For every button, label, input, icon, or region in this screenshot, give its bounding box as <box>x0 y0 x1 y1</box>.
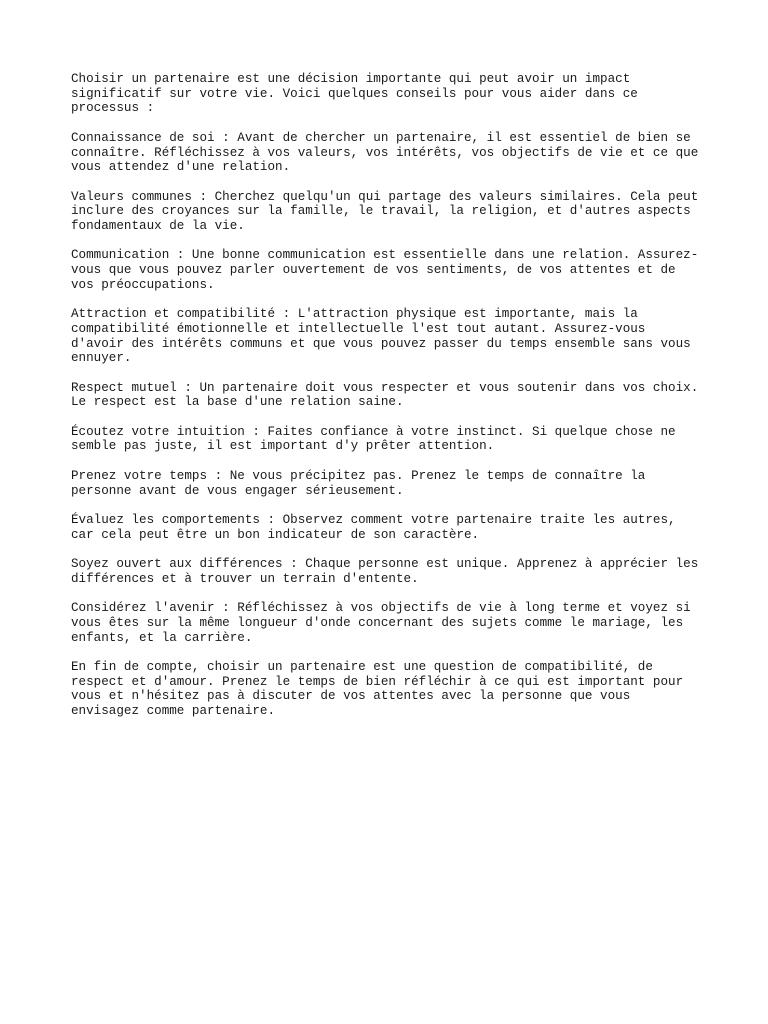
intro-paragraph: Choisir un partenaire est une décision importante qui peut avoir un impact significatif sur votre vie. Voici quelques conseils pour vous aider dans ce processus : <box>71 72 638 116</box>
conclusion-paragraph: En fin de compte, choisir un partenaire est une question de compatibilité, de respect et d'amour. Prenez le temps de bien réfléchir à ce qui est important pour vous et n'hésitez pas à discuter de vos attentes avec la personne que vous envisagez comme partenaire. <box>71 659 684 719</box>
tip-shared-values: Valeurs communes : Cherchez quelqu'un qui partage des valeurs similaires. Cela peut inclure des croyances sur la famille, le travail, la religion, et d'autres aspects fondamentaux de la vie. <box>71 189 699 233</box>
tip-differences: Soyez ouvert aux différences : Chaque personne est unique. Apprenez à apprécier les différences et à trouver un terrain d'entente. <box>71 557 699 586</box>
document-body <box>71 72 701 733</box>
tip-take-your-time: Prenez votre temps : Ne vous précipitez pas. Prenez le temps de connaître la personne avant de vous engager sérieusement. <box>71 468 646 498</box>
tip-attraction-compatibility: Attraction et compatibilité : L'attraction physique est importante, mais la compatibilité émotionnelle et intellectuelle l'est tout autant. Assurez-vous d'avoir des intérêts communs et que vous pouvez passer du temps ensemble sans vous ennuyer. <box>71 307 691 366</box>
tip-self-knowledge: Connaissance de soi : Avant de chercher un partenaire, il est essentiel de bien se connaître. Réfléchissez à vos valeurs, vos intérêts, vos objectifs de vie et ce que vous attendez d'une relation. <box>71 130 699 175</box>
tip-intuition: Écoutez votre intuition : Faites confiance à votre instinct. Si quelque chose ne semble pas juste, il est important d'y prêter attention. <box>71 424 676 454</box>
tip-future: Considérez l'avenir : Réfléchissez à vos objectifs de vie à long terme et voyez si vous êtes sur la même longueur d'onde concernant des sujets comme le mariage, les enfants, et la carrière. <box>71 601 691 645</box>
tip-communication: Communication : Une bonne communication est essentielle dans une relation. Assurez- vous que vous pouvez parler ouvertement de vos sentiments, de vos attentes et de vos préoccupations. <box>71 248 699 292</box>
tip-evaluate-behaviour: Évaluez les comportements : Observez comment votre partenaire traite les autres, car cela peut être un bon indicateur de son caractère. <box>71 512 676 542</box>
tip-mutual-respect: Respect mutuel : Un partenaire doit vous respecter et vous soutenir dans vos choix. Le respect est la base d'une relation saine. <box>71 380 699 410</box>
